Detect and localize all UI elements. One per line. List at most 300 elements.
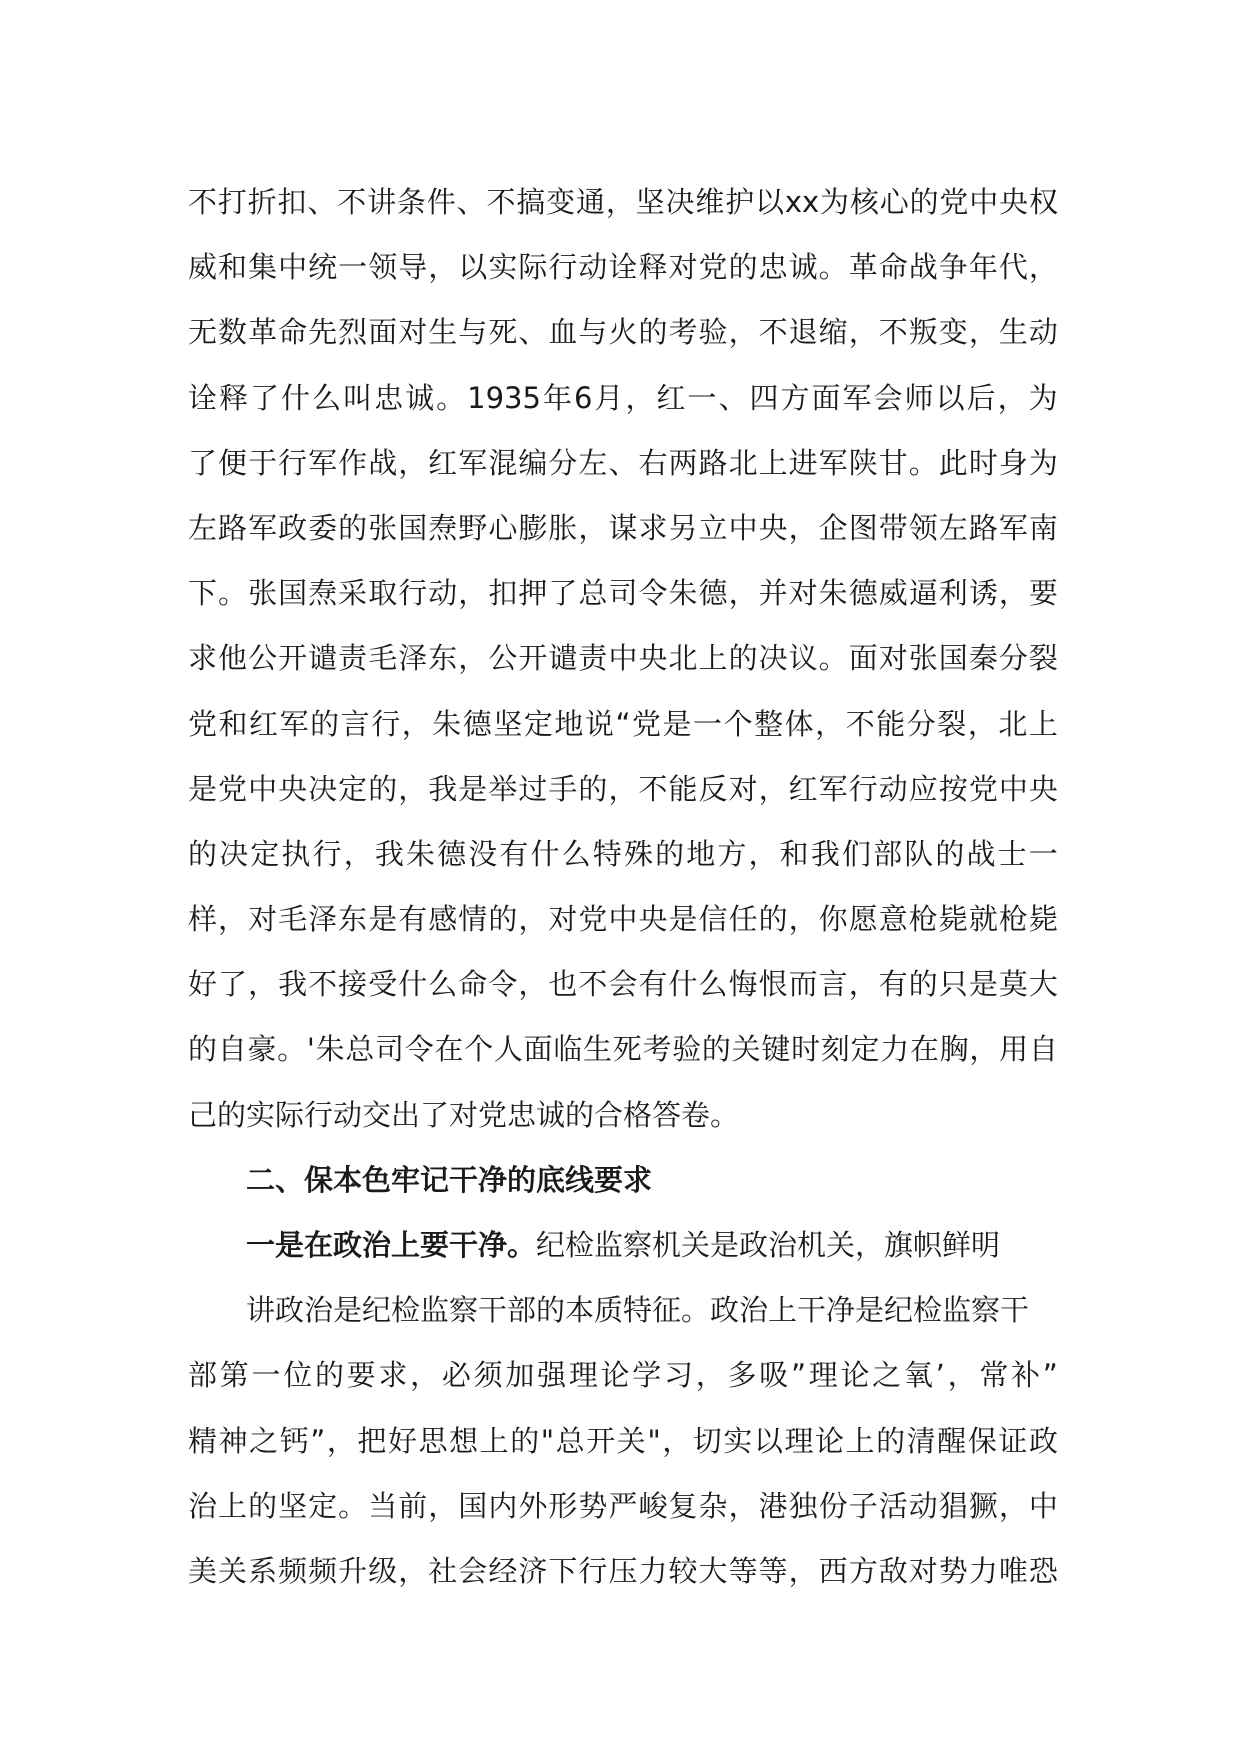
glyph: 诠 xyxy=(608,250,638,285)
glyph: 任 xyxy=(728,902,758,937)
glyph: 于 xyxy=(248,445,278,480)
glyph: 验 xyxy=(672,1032,702,1067)
glyph: 领 xyxy=(368,250,398,285)
glyph: ， xyxy=(758,771,788,806)
glyph: 方 xyxy=(717,836,747,871)
glyph: 。 xyxy=(818,641,848,676)
glyph: 逼 xyxy=(908,576,938,611)
glyph: 等 xyxy=(758,1553,788,1588)
glyph: 言 xyxy=(340,706,370,741)
glyph: 的 xyxy=(909,185,939,219)
glyph: 内 xyxy=(488,1488,518,1523)
glyph: 会 xyxy=(458,1553,488,1588)
glyph: 中 xyxy=(608,902,638,937)
glyph: 猖 xyxy=(938,1488,968,1523)
glyph: 命 xyxy=(278,315,308,350)
glyph: 要 xyxy=(346,1358,376,1393)
glyph: 心 xyxy=(488,510,518,545)
glyph: 焘 xyxy=(308,576,338,611)
glyph: 的 xyxy=(188,836,218,871)
glyph: 。 xyxy=(338,1488,368,1523)
glyph: 是 xyxy=(668,902,698,937)
glyph: 部 xyxy=(873,836,903,871)
glyph: 独 xyxy=(788,1488,818,1523)
glyph: 权 xyxy=(1028,185,1058,219)
glyph: 执 xyxy=(281,836,311,871)
glyph: 思 xyxy=(418,1423,448,1458)
glyph: 维 xyxy=(695,185,725,219)
glyph: 没 xyxy=(468,836,498,871)
glyph: ， xyxy=(967,706,997,741)
glyph: 应 xyxy=(908,771,938,806)
glyph: 通 xyxy=(575,185,605,219)
glyph: 行 xyxy=(398,576,428,611)
glyph: 上 xyxy=(1028,706,1058,741)
glyph: 是 xyxy=(458,771,488,806)
glyph: 北 xyxy=(668,641,698,676)
glyph: 央 xyxy=(1028,771,1058,806)
glyph: 不 xyxy=(188,185,218,219)
glyph: 方 xyxy=(848,1553,878,1588)
glyph: 吸 xyxy=(759,1358,789,1393)
glyph: ， xyxy=(997,380,1027,415)
glyph: 么 xyxy=(312,380,342,415)
glyph: ， xyxy=(458,641,488,676)
glyph: ， xyxy=(326,1423,356,1458)
glyph: 北 xyxy=(728,445,758,480)
glyph: 火 xyxy=(608,315,638,350)
glyph: 在 xyxy=(434,1032,464,1067)
glyph: ， xyxy=(815,706,845,741)
glyph: 切 xyxy=(692,1423,722,1458)
glyph: 升 xyxy=(338,1553,368,1588)
glyph: 不 xyxy=(578,967,608,1002)
glyph: 队 xyxy=(904,836,934,871)
glyph: 求 xyxy=(638,510,668,545)
glyph: 动 xyxy=(428,576,458,611)
glyph: 也 xyxy=(548,967,578,1002)
glyph: 关 xyxy=(616,1423,646,1458)
glyph: 决 xyxy=(308,771,338,806)
glyph: 西 xyxy=(818,1553,848,1588)
glyph: 公 xyxy=(488,641,518,676)
glyph: 立 xyxy=(698,510,728,545)
glyph: 的 xyxy=(188,1032,218,1067)
glyph: 路 xyxy=(218,510,248,545)
glyph: ， xyxy=(398,1553,428,1588)
glyph: 责 xyxy=(578,641,608,676)
glyph: 图 xyxy=(848,510,878,545)
glyph: 编 xyxy=(518,445,548,480)
glyph: 有 xyxy=(499,836,529,871)
glyph: 大 xyxy=(1028,967,1058,1002)
glyph: ， xyxy=(343,836,373,871)
glyph: 军 xyxy=(248,510,278,545)
glyph: 取 xyxy=(368,576,398,611)
glyph: ， xyxy=(518,902,548,937)
glyph: 退 xyxy=(788,315,818,350)
glyph: 红 xyxy=(656,380,686,415)
text-line xyxy=(188,1017,1058,1082)
glyph: 前 xyxy=(398,1488,428,1523)
glyph: 生 xyxy=(998,315,1028,350)
glyph: 军 xyxy=(308,445,338,480)
glyph: 。 xyxy=(218,576,248,611)
glyph: 左 xyxy=(938,510,968,545)
glyph: ， xyxy=(410,1358,440,1393)
glyph: 不 xyxy=(638,771,668,806)
glyph: 部 xyxy=(188,1358,218,1393)
glyph: 动 xyxy=(1028,315,1058,350)
glyph: 与 xyxy=(578,315,608,350)
glyph: 血 xyxy=(548,315,578,350)
glyph: 的 xyxy=(728,641,758,676)
glyph: 好 xyxy=(387,1423,417,1458)
glyph: ， xyxy=(848,967,878,1002)
glyph: 开 xyxy=(518,641,548,676)
glyph: ， xyxy=(428,1488,458,1523)
glyph: 面 xyxy=(848,641,878,676)
glyph: 令 xyxy=(488,967,518,1002)
glyph: 什 xyxy=(668,967,698,1002)
glyph: 对 xyxy=(398,315,428,350)
glyph: 变 xyxy=(938,315,968,350)
glyph: 学 xyxy=(632,1358,662,1393)
glyph: 行 xyxy=(548,250,578,285)
glyph: 甘 xyxy=(878,445,908,480)
glyph: 分 xyxy=(548,445,578,480)
glyph: 的 xyxy=(248,1488,278,1523)
text-line xyxy=(188,626,1058,691)
glyph: 统 xyxy=(308,250,338,285)
glyph: ， xyxy=(848,315,878,350)
glyph: 频 xyxy=(308,1553,338,1588)
glyph: 定 xyxy=(308,1488,338,1523)
glyph: 军 xyxy=(279,706,309,741)
glyph: 革 xyxy=(248,315,278,350)
glyph: 了 xyxy=(250,380,280,415)
glyph: 与 xyxy=(458,315,488,350)
glyph: 领 xyxy=(908,510,938,545)
glyph: 频 xyxy=(278,1553,308,1588)
glyph: 动 xyxy=(908,1488,938,1523)
glyph: 作 xyxy=(338,445,368,480)
glyph: 的 xyxy=(876,1423,906,1458)
glyph: 进 xyxy=(788,445,818,480)
glyph: 力 xyxy=(968,1553,998,1588)
glyph: 分 xyxy=(906,706,936,741)
glyph: 动 xyxy=(878,771,908,806)
glyph: 导 xyxy=(398,250,428,285)
glyph: 、 xyxy=(307,185,337,219)
glyph: 利 xyxy=(938,576,968,611)
glyph: 杂 xyxy=(698,1488,728,1523)
glyph: 面 xyxy=(368,315,398,350)
glyph: 谴 xyxy=(548,641,578,676)
glyph: 6 xyxy=(573,380,593,415)
glyph: 外 xyxy=(518,1488,548,1523)
glyph: 党 xyxy=(578,902,608,937)
glyph: 能 xyxy=(668,771,698,806)
glyph: 扣 xyxy=(277,185,307,219)
glyph: 证 xyxy=(998,1423,1028,1458)
glyph: 的 xyxy=(655,836,685,871)
glyph: 月 xyxy=(594,380,624,415)
glyph: 军 xyxy=(842,380,872,415)
text-line xyxy=(188,496,1058,561)
glyph: 有 xyxy=(638,967,668,1002)
glyph: 实 xyxy=(723,1423,753,1458)
glyph: 企 xyxy=(818,510,848,545)
glyph: 上 xyxy=(218,1488,248,1523)
glyph: 对 xyxy=(878,641,908,676)
glyph: ， xyxy=(788,510,818,545)
glyph: 数 xyxy=(218,315,248,350)
glyph: 东 xyxy=(338,902,368,937)
glyph: 枪 xyxy=(908,902,938,937)
glyph: 会 xyxy=(873,380,903,415)
glyph: ” xyxy=(790,1358,806,1393)
glyph: 叛 xyxy=(908,315,938,350)
glyph: 坚 xyxy=(278,1488,308,1523)
glyph: 中 xyxy=(998,771,1028,806)
glyph: 强 xyxy=(537,1358,567,1393)
glyph: 决 xyxy=(665,185,695,219)
glyph: 恨 xyxy=(758,967,788,1002)
glyph: 的 xyxy=(368,771,398,806)
glyph: 张 xyxy=(908,641,938,676)
glyph: 的 xyxy=(314,1358,344,1393)
glyph: 、 xyxy=(518,315,548,350)
glyph: 毛 xyxy=(368,641,398,676)
glyph: ， xyxy=(605,185,635,219)
glyph: 扣 xyxy=(488,576,518,611)
glyph: 要 xyxy=(1028,576,1058,611)
text-line xyxy=(188,235,1058,300)
glyph: ， xyxy=(968,315,998,350)
glyph: " xyxy=(540,1423,555,1458)
glyph: 左 xyxy=(188,510,218,545)
glyph: 诚 xyxy=(788,250,818,285)
glyph: 你 xyxy=(818,902,848,937)
glyph: 。 xyxy=(908,445,938,480)
glyph: 上 xyxy=(758,445,788,480)
glyph: 唯 xyxy=(998,1553,1028,1588)
glyph: 等 xyxy=(728,1553,758,1588)
glyph: 只 xyxy=(938,967,968,1002)
glyph: 朱 xyxy=(405,836,435,871)
glyph: 上 xyxy=(479,1423,509,1458)
glyph: 对 xyxy=(548,902,578,937)
glyph: 么 xyxy=(698,967,728,1002)
glyph: 核 xyxy=(849,185,879,219)
glyph: 军 xyxy=(998,510,1028,545)
glyph: ， xyxy=(248,967,278,1002)
glyph: 动 xyxy=(578,250,608,285)
glyph: 搞 xyxy=(516,185,546,219)
glyph: 张 xyxy=(248,576,278,611)
glyph: 以 xyxy=(458,250,488,285)
glyph: 子 xyxy=(848,1488,878,1523)
glyph: 行 xyxy=(578,1553,608,1588)
glyph: 上 xyxy=(845,1423,875,1458)
glyph: 举 xyxy=(488,771,518,806)
glyph: ， xyxy=(728,1488,758,1523)
text-line xyxy=(188,300,1058,365)
glyph: 好 xyxy=(188,967,218,1002)
glyph: 特 xyxy=(592,836,622,871)
glyph: 革 xyxy=(848,250,878,285)
glyph: 胀 xyxy=(548,510,578,545)
text-line xyxy=(188,431,1058,496)
glyph: 。 xyxy=(277,1032,307,1067)
glyph: 变 xyxy=(546,185,576,219)
glyph: ” xyxy=(1042,1358,1058,1393)
glyph: 么 xyxy=(428,967,458,1002)
glyph: 党 xyxy=(968,771,998,806)
glyph: 情 xyxy=(458,902,488,937)
glyph: 能 xyxy=(876,706,906,741)
glyph: 裂 xyxy=(937,706,967,741)
glyph: 折 xyxy=(247,185,277,219)
glyph: 力 xyxy=(638,1553,668,1588)
glyph: 总 xyxy=(555,1423,585,1458)
glyph: ， xyxy=(625,380,655,415)
glyph: ， xyxy=(578,510,608,545)
glyph: 面 xyxy=(523,1032,553,1067)
glyph: 个 xyxy=(723,706,753,741)
glyph: 行 xyxy=(278,445,308,480)
glyph: 后 xyxy=(966,380,996,415)
glyph: 的 xyxy=(338,510,368,545)
glyph: 诚 xyxy=(405,380,435,415)
text-line xyxy=(188,822,1058,887)
glyph: 年 xyxy=(542,380,572,415)
glyph: 公 xyxy=(248,641,278,676)
glyph: 烈 xyxy=(338,315,368,350)
glyph: 不 xyxy=(486,185,516,219)
glyph: 感 xyxy=(428,902,458,937)
glyph: 司 xyxy=(608,576,638,611)
glyph: ” xyxy=(310,1423,326,1458)
glyph: 枪 xyxy=(998,902,1028,937)
glyph: 我 xyxy=(810,836,840,871)
glyph: 党 xyxy=(939,185,969,219)
glyph: 战 xyxy=(908,250,938,285)
text-line xyxy=(188,1409,1058,1474)
glyph: ， xyxy=(458,576,488,611)
glyph: 朱 xyxy=(668,576,698,611)
glyph: 路 xyxy=(968,510,998,545)
glyph: 而 xyxy=(788,967,818,1002)
glyph: 临 xyxy=(553,1032,583,1067)
glyph: 求 xyxy=(378,1358,408,1393)
glyph: 是 xyxy=(368,902,398,937)
glyph: 采 xyxy=(338,576,368,611)
glyph: 对 xyxy=(248,902,278,937)
glyph: 必 xyxy=(441,1358,471,1393)
glyph: 中 xyxy=(248,771,278,806)
glyph: 他 xyxy=(218,641,248,676)
glyph: 左 xyxy=(578,445,608,480)
text-line: 己的实际行动交出了对党忠诚的合格答卷。 xyxy=(188,1097,740,1132)
glyph: ， xyxy=(728,576,758,611)
glyph: 獗 xyxy=(968,1488,998,1523)
glyph: 死 xyxy=(488,315,518,350)
glyph: 过 xyxy=(518,771,548,806)
glyph: 钙 xyxy=(279,1423,309,1458)
glyph: 接 xyxy=(338,967,368,1002)
glyph: 件 xyxy=(426,185,456,219)
glyph: 坚 xyxy=(635,185,665,219)
glyph: 的 xyxy=(758,902,788,937)
glyph: 当 xyxy=(368,1488,398,1523)
glyph: 中 xyxy=(608,641,638,676)
glyph: 理 xyxy=(784,1423,814,1458)
glyph: 美 xyxy=(188,1553,218,1588)
glyph: 朱 xyxy=(315,1032,345,1067)
glyph: 殊 xyxy=(623,836,653,871)
glyph: 总 xyxy=(578,576,608,611)
glyph: 势 xyxy=(578,1488,608,1523)
glyph: 会 xyxy=(608,967,638,1002)
glyph: 峻 xyxy=(638,1488,668,1523)
glyph: 按 xyxy=(938,771,968,806)
glyph: 受 xyxy=(368,967,398,1002)
glyph: 。 xyxy=(818,250,848,285)
glyph: 求 xyxy=(188,641,218,676)
glyph: 经 xyxy=(488,1553,518,1588)
glyph: 清 xyxy=(906,1423,936,1458)
glyph: 军 xyxy=(458,445,488,480)
glyph: 的 xyxy=(701,1032,731,1067)
glyph: 什 xyxy=(281,380,311,415)
glyph: 是 xyxy=(968,967,998,1002)
glyph: 争 xyxy=(938,250,968,285)
glyph: 须 xyxy=(473,1358,503,1393)
glyph: 命 xyxy=(458,967,488,1002)
glyph: 豪 xyxy=(247,1032,277,1067)
glyph: 之 xyxy=(872,1358,902,1393)
glyph: 中 xyxy=(969,185,999,219)
glyph: 行 xyxy=(312,836,342,871)
glyph: 我 xyxy=(374,836,404,871)
glyph: 么 xyxy=(561,836,591,871)
glyph: 身 xyxy=(998,445,1028,480)
glyph: 大 xyxy=(698,1553,728,1588)
glyph: 和 xyxy=(779,836,809,871)
glyph: 多 xyxy=(727,1358,757,1393)
glyph: 司 xyxy=(375,1032,405,1067)
glyph: 央 xyxy=(638,641,668,676)
glyph: 对 xyxy=(788,576,818,611)
glyph: ， xyxy=(398,771,428,806)
text-line xyxy=(188,561,1058,626)
glyph: 央 xyxy=(999,185,1029,219)
glyph: 的 xyxy=(510,1423,540,1458)
glyph: 责 xyxy=(338,641,368,676)
glyph: 愿 xyxy=(848,902,878,937)
glyph: 军 xyxy=(818,445,848,480)
glyph: 心 xyxy=(879,185,909,219)
glyph: 谋 xyxy=(608,510,638,545)
glyph: 了 xyxy=(218,967,248,1002)
glyph: 毙 xyxy=(938,902,968,937)
glyph: 死 xyxy=(612,1032,642,1067)
glyph: 时 xyxy=(791,1032,821,1067)
glyph: 神 xyxy=(218,1423,248,1458)
glyph: 自 xyxy=(1028,1032,1058,1067)
